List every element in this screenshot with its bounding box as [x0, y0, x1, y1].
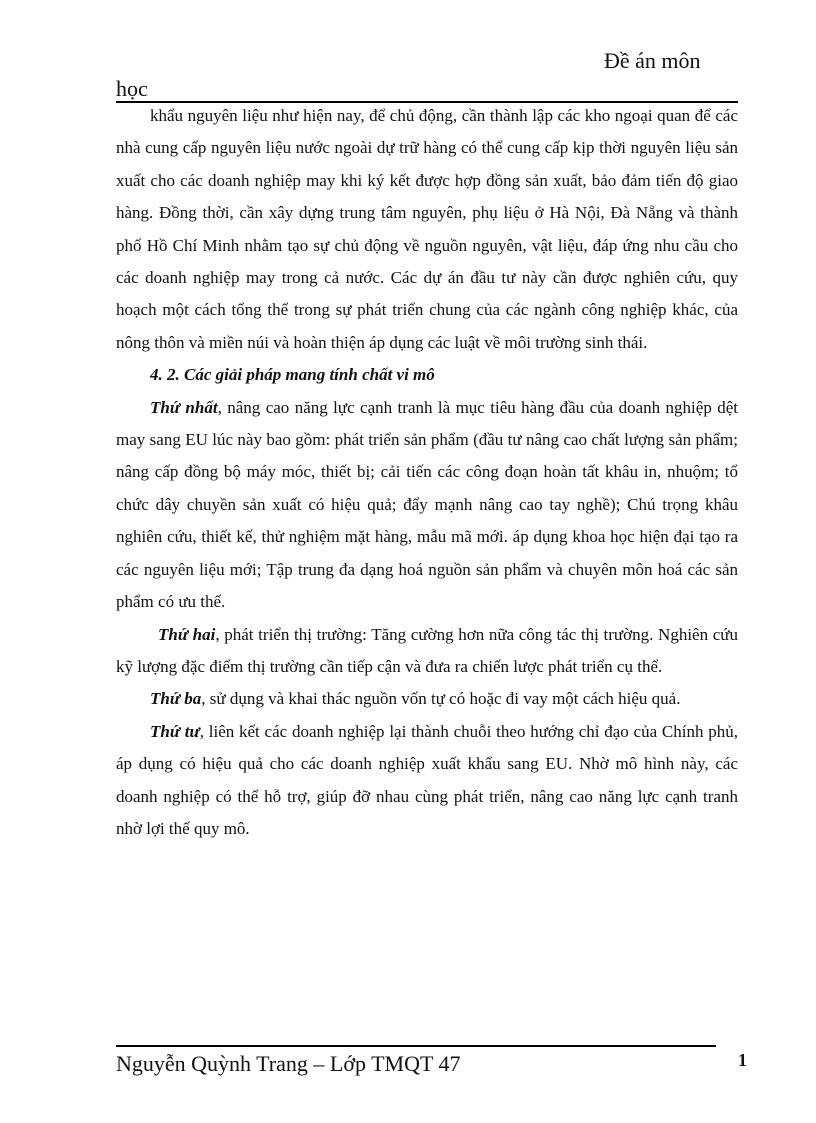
- paragraph-3-text: , phát triển thị trường: Tăng cường hơn nữa công tác thị trường. Nghiên cứu kỹ lượng đặc điểm thị trường cần tiếp cận và đưa ra chiến lược phát triển cụ thể.: [116, 624, 739, 676]
- paragraph-3: [116, 619, 738, 684]
- footer-rule: [116, 1045, 716, 1047]
- paragraph-4-lead: Thứ ba: [150, 689, 202, 709]
- document-body: [116, 100, 738, 845]
- paragraph-4-text: , sử dụng và khai thác nguồn vốn tự có hoặc đi vay một cách hiệu quả.: [201, 689, 681, 709]
- footer-author: Nguyễn Quỳnh Trang – Lớp TMQT 47: [116, 1051, 461, 1076]
- paragraph-5-text: , liên kết các doanh nghiệp lại thành chuỗi theo hướng chỉ đạo của Chính phủ, áp dụng có hiệu quả cho các doanh nghiệp xuất khẩu sang EU. Nhờ mô hình này, các doanh nghiệp có thể hỗ trợ, giúp đỡ nhau cùng phát triển, nâng cao năng lực cạnh tranh nhờ lợi thế quy mô.: [116, 721, 738, 838]
- paragraph-2-lead: Thứ nhất: [150, 397, 218, 417]
- paragraph-5-lead: Thứ tư: [150, 721, 200, 741]
- page-number: 1: [738, 1050, 747, 1070]
- header-title: Đề án môn: [604, 48, 701, 73]
- paragraph-5: [116, 716, 738, 846]
- paragraph-3-lead: Thứ hai: [158, 624, 216, 644]
- paragraph-4: [116, 683, 738, 715]
- paragraph-2-text: , nâng cao năng lực cạnh tranh là mục tiêu hàng đầu của doanh nghiệp dệt may sang EU lúc này bao gồm: phát triển sản phẩm (đầu tư nâng cao chất lượng sản phẩm; nâng cấp đồng bộ máy móc, thiết bị; cải tiến các công đoạn hoàn tất khâu in, nhuộm; tổ chức dây chuyền sản xuất có hiệu quả; đẩy mạnh nâng cao tay nghề); Chú trọng khâu nghiên cứu, thiết kế, thử nghiệm mặt hàng, mẫu mã mới. áp dụng khoa học hiện đại tạo ra các nguyên liệu mới; Tập trung đa dạng hoá nguồn sản phẩm và chuyên môn hoá các sản phẩm có ưu thế.: [116, 397, 739, 612]
- header-title-continuation: học: [116, 76, 148, 101]
- section-heading: 4. 2. Các giải pháp mang tính chất vi mô: [150, 365, 435, 385]
- paragraph-1: khẩu nguyên liệu như hiện nay, để chủ động, cần thành lập các kho ngoại quan để các nhà cung cấp nguyên liệu nước ngoài dự trữ hàng có thể cung cấp kịp thời nguyên liệu sản xuất cho các doanh nghiệp may khi ký kết được hợp đồng sản xuất, bảo đảm tiến độ giao hàng. Đồng thời, cần xây dựng trung tâm nguyên, phụ liệu ở Hà Nội, Đà Nẵng và thành phố Hồ Chí Minh nhằm tạo sự chủ động về nguồn nguyên, vật liệu, đáp ứng nhu cầu cho các doanh nghiệp may trong cả nước. Các dự án đầu tư này cần được nghiên cứu, quy hoạch một cách tổng thể trong sự phát triển chung của các ngành công nghiệp khác, của nông thôn và miền núi và hoàn thiện áp dụng các luật về môi trường sinh thái.: [116, 106, 738, 352]
- paragraph-2: [116, 392, 738, 619]
